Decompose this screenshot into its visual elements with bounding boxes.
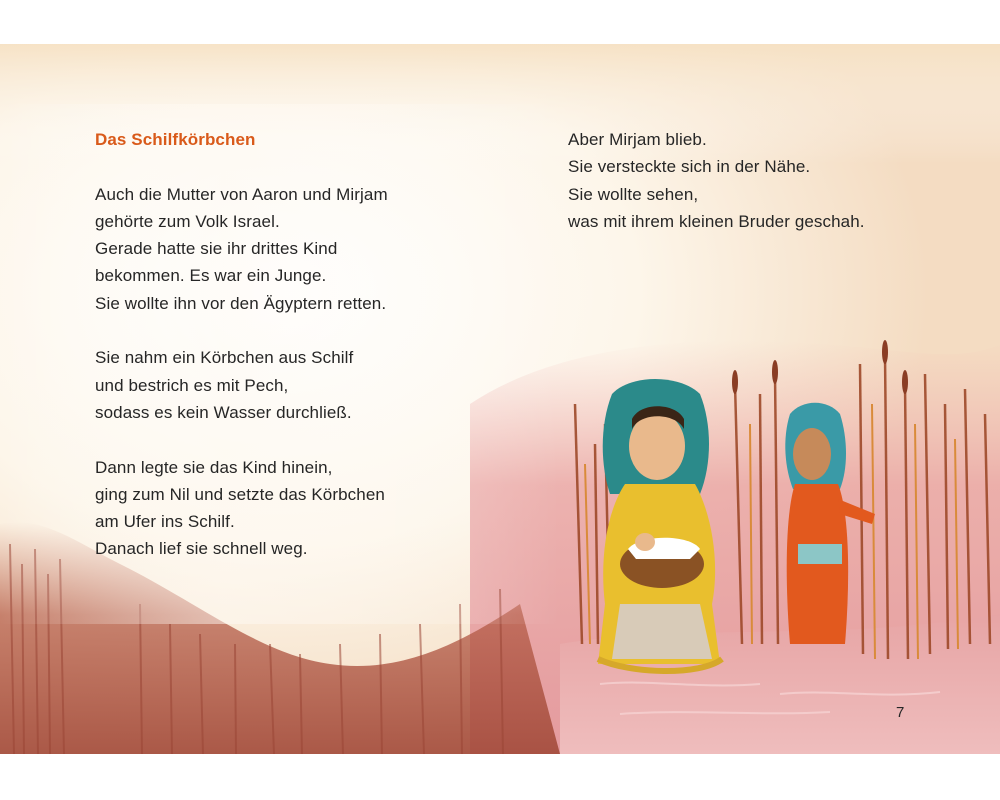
left-page-text [95,126,515,563]
text-line: am Ufer ins Schilf. [95,512,235,532]
right-page-text [568,126,988,235]
text-line: und bestrich es mit Pech, [95,375,289,395]
text-line: Sie wollte sehen, [568,184,699,204]
page-number: 7 [896,704,905,721]
text-line: Auch die Mutter von Aaron und Mirjam [95,184,388,204]
text-line: sodass es kein Wasser durchließ. [95,402,352,422]
text-line: was mit ihrem kleinen Bruder geschah. [568,211,865,231]
spacer [95,153,515,180]
spacer [95,317,515,344]
text-line: ging zum Nil und setzte das Körbchen [95,484,385,504]
text-line: Danach lief sie schnell weg. [95,539,308,559]
book-page-spread [0,44,1000,754]
text-line: Gerade hatte sie ihr drittes Kind [95,239,338,259]
text-line: Aber Mirjam blieb. [568,130,707,149]
story-title: Das Schilfkörbchen [95,130,256,149]
text-line: Dann legte sie das Kind hinein, [95,457,333,477]
text-line: Sie wollte ihn vor den Ägyptern retten. [95,293,387,313]
spacer [95,426,515,453]
text-line: bekommen. Es war ein Junge. [95,266,327,286]
text-line: Sie nahm ein Körbchen aus Schilf [95,348,354,368]
mother-figure [598,379,722,671]
text-line: gehörte zum Volk Israel. [95,211,280,231]
text-line: Sie versteckte sich in der Nähe. [568,157,811,177]
